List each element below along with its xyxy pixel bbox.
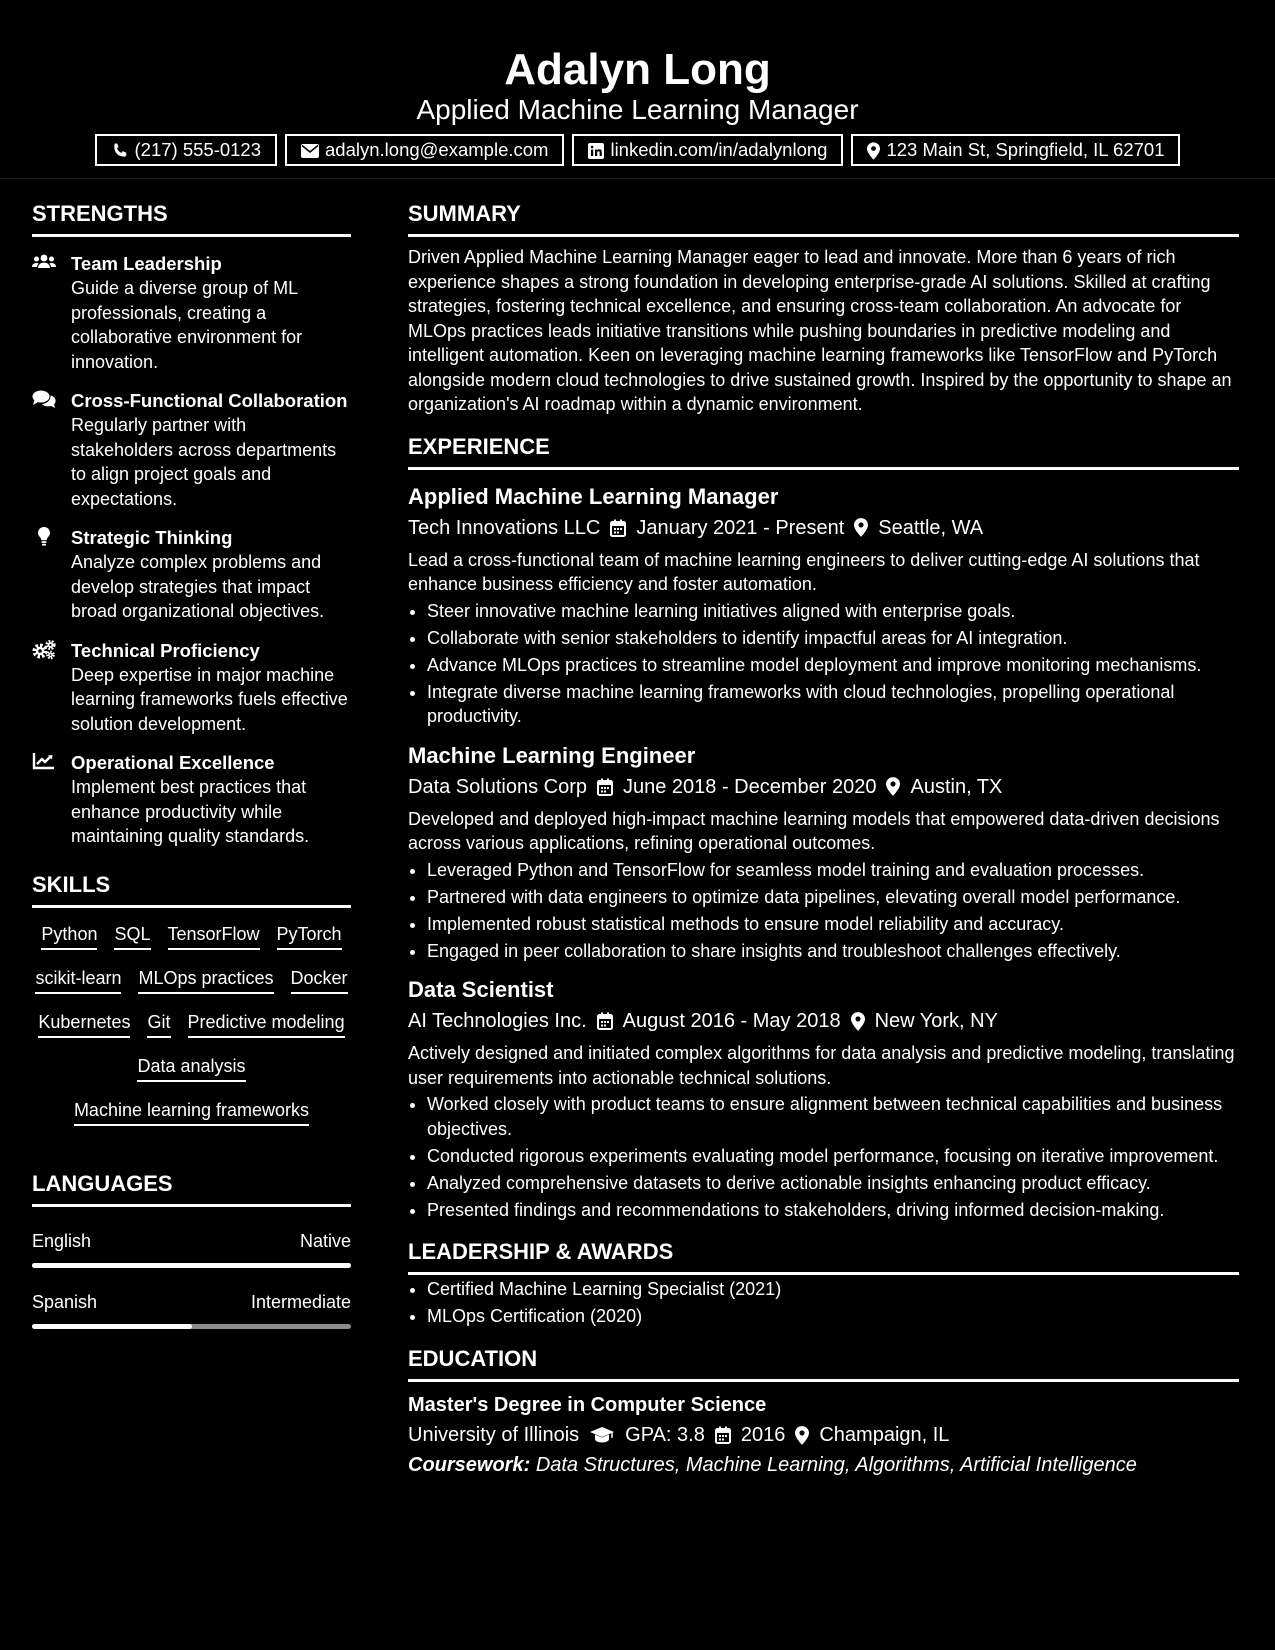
strength-item xyxy=(32,525,351,624)
contact-address[interactable] xyxy=(851,134,1180,166)
job-bullet: • Collaborate with senior stakeholders to identify impactful areas for AI integration. xyxy=(427,626,1239,651)
language-level: Intermediate xyxy=(250,1291,351,1312)
language-name: English xyxy=(32,1230,92,1251)
coursework-list: Data Structures, Machine Learning, Algorithms, Artificial Intelligence xyxy=(535,1453,1137,1476)
job-dates: August 2016 - May 2018 xyxy=(622,1010,841,1032)
job-bullet: • Partnered with data engineers to optimize data pipelines, elevating overall model performance. xyxy=(427,885,1239,910)
strength-item xyxy=(32,251,351,374)
school-location: Champaign, IL xyxy=(819,1423,950,1446)
calendar-icon xyxy=(715,1420,731,1450)
lightbulb-icon xyxy=(32,527,56,547)
school-name: University of Illinois xyxy=(408,1423,580,1446)
awards-list xyxy=(408,1277,1239,1329)
job-meta xyxy=(408,771,1239,803)
job-company: Tech Innovations LLC xyxy=(408,516,601,539)
coursework xyxy=(408,1450,1239,1480)
skill-tag: TensorFlow xyxy=(168,922,260,950)
job-title: Machine Learning Engineer xyxy=(408,742,696,768)
job-bullets xyxy=(408,858,1239,964)
skill-tag: Kubernetes xyxy=(38,1010,130,1038)
job-bullet: • Implemented robust statistical methods to ensure model reliability and accuracy. xyxy=(427,912,1239,937)
job-location: Austin, TX xyxy=(910,775,1003,798)
strength-desc: Regularly partner with stakeholders across departments to align project goals and expectations. xyxy=(71,415,337,509)
language-item xyxy=(32,1290,351,1329)
contact-address-text: 123 Main St, Springfield, IL 62701 xyxy=(886,139,1165,160)
job-location: Seattle, WA xyxy=(878,516,984,539)
language-proficiency-bar xyxy=(32,1324,351,1329)
strength-desc: Guide a diverse group of ML professionals, creating a collaborative environment for innovation. xyxy=(71,278,303,372)
strength-item xyxy=(32,750,351,849)
map-pin-icon xyxy=(795,1420,809,1450)
sidebar xyxy=(32,200,351,1329)
job-entry xyxy=(408,482,1239,729)
contact-phone-text: (217) 555-0123 xyxy=(134,139,262,160)
gears-icon xyxy=(32,640,56,660)
job-bullets xyxy=(408,599,1239,729)
skill-tag: Git xyxy=(147,1010,170,1038)
candidate-name: Adalyn Long xyxy=(504,45,771,94)
strength-item xyxy=(32,388,351,511)
job-bullet: • Steer innovative machine learning initiatives aligned with enterprise goals. xyxy=(427,599,1239,624)
job-entry xyxy=(408,741,1239,964)
education-meta xyxy=(408,1420,1239,1450)
language-proficiency-fill xyxy=(32,1263,351,1268)
chart-line-icon xyxy=(32,752,56,772)
phone-icon xyxy=(111,139,129,161)
strength-title: Team Leadership xyxy=(71,253,222,274)
language-proficiency-fill xyxy=(32,1324,192,1329)
awards-heading: LEADERSHIP & AWARDS xyxy=(408,1238,1239,1275)
job-bullet: • Advance MLOps practices to streamline model deployment and improve monitoring mechanisms. xyxy=(427,653,1239,678)
contact-email[interactable] xyxy=(285,134,564,166)
strength-title: Strategic Thinking xyxy=(71,527,233,548)
contact-email-text: adalyn.long@example.com xyxy=(325,139,549,160)
job-entry xyxy=(408,975,1239,1222)
graduation-cap-icon xyxy=(589,1420,615,1450)
calendar-icon xyxy=(610,519,626,537)
skill-tag: Python xyxy=(41,922,97,950)
users-icon xyxy=(32,253,56,273)
job-bullet: • Leveraged Python and TensorFlow for seamless model training and evaluation processes. xyxy=(427,858,1239,883)
experience-heading: EXPERIENCE xyxy=(408,433,1239,470)
map-pin-icon xyxy=(886,777,900,796)
graduation-year: 2016 xyxy=(740,1423,786,1446)
job-location: New York, NY xyxy=(874,1010,998,1032)
job-description: Lead a cross-functional team of machine learning engineers to deliver cutting-edge AI solutions that enhance business efficiency and foster automation. xyxy=(408,549,1200,594)
contact-phone[interactable] xyxy=(95,134,278,166)
contact-bar xyxy=(0,134,1275,166)
skill-tag: MLOps practices xyxy=(138,966,273,994)
job-bullet: • Conducted rigorous experiments evaluating model performance, focusing on iterative improvement. xyxy=(427,1144,1239,1169)
strength-item xyxy=(32,638,351,737)
contact-linkedin[interactable] xyxy=(572,134,843,166)
job-meta xyxy=(408,1005,1239,1037)
contact-linkedin-text: linkedin.com/in/adalynlong xyxy=(610,139,828,160)
language-proficiency-bar xyxy=(32,1263,351,1268)
language-item xyxy=(32,1229,351,1268)
award-item: • MLOps Certification (2020) xyxy=(427,1304,1239,1329)
language-name: Spanish xyxy=(32,1291,98,1312)
languages-heading: LANGUAGES xyxy=(32,1170,351,1207)
job-description: Developed and deployed high-impact machine learning models that empowered data-driven decisions across various applications, refining operational outcomes. xyxy=(408,808,1220,853)
skill-tag: Predictive modeling xyxy=(188,1010,345,1038)
strength-title: Operational Excellence xyxy=(71,752,275,773)
strength-desc: Deep expertise in major machine learning frameworks fuels effective solution development. xyxy=(71,664,348,734)
degree-title: Master's Degree in Computer Science xyxy=(408,1393,767,1416)
coursework-label: Coursework: xyxy=(408,1453,531,1476)
job-dates: June 2018 - December 2020 xyxy=(622,775,877,798)
resume-header xyxy=(0,0,1275,179)
skill-tag: Machine learning frameworks xyxy=(74,1098,309,1126)
job-title: Data Scientist xyxy=(408,977,554,1002)
education-heading: EDUCATION xyxy=(408,1345,1239,1382)
strength-desc: Implement best practices that enhance productivity while maintaining quality standards. xyxy=(71,777,310,846)
job-company: Data Solutions Corp xyxy=(408,775,587,798)
summary-heading: SUMMARY xyxy=(408,200,1239,237)
main-column xyxy=(408,200,1239,1480)
job-bullet: • Presented findings and recommendations to stakeholders, driving informed decision-making. xyxy=(427,1198,1239,1223)
job-company: AI Technologies Inc. xyxy=(408,1010,587,1032)
strength-title: Cross-Functional Collaboration xyxy=(71,390,348,411)
job-dates: January 2021 - Present xyxy=(636,516,845,539)
map-pin-icon xyxy=(851,1012,865,1031)
gpa: GPA: 3.8 xyxy=(625,1423,705,1446)
skill-tag: SQL xyxy=(114,922,150,950)
strength-title: Technical Proficiency xyxy=(71,639,260,661)
skill-tag: Docker xyxy=(291,966,348,994)
language-level: Native xyxy=(299,1230,351,1251)
languages-section xyxy=(32,1170,351,1329)
job-meta xyxy=(408,512,1239,544)
strengths-heading: STRENGTHS xyxy=(32,200,351,237)
skills-section xyxy=(32,871,351,1126)
skills-list xyxy=(32,922,351,1126)
envelope-icon xyxy=(301,139,319,161)
map-pin-icon xyxy=(867,139,880,161)
award-item: • Certified Machine Learning Specialist (2021) xyxy=(427,1277,1239,1302)
calendar-icon xyxy=(597,778,613,796)
candidate-title: Applied Machine Learning Manager xyxy=(416,94,859,125)
job-title: Applied Machine Learning Manager xyxy=(408,483,779,509)
map-pin-icon xyxy=(854,518,868,537)
comments-icon xyxy=(32,390,56,410)
job-bullets xyxy=(408,1092,1239,1222)
strength-desc: Analyze complex problems and develop strategies that impact broad organizational objectives. xyxy=(71,552,325,621)
summary-text: Driven Applied Machine Learning Manager eager to lead and innovate. More than 6 years of rich experience shapes a strong foundation in developing enterprise-grade AI solutions. Skilled at crafting strategies, fostering technical excellence, and ensuring cross-team collaboration. An advocate for MLOps practices leads initiative transitions while pushing boundaries in predictive modeling and intelligent automation. Keen on leveraging machine learning frameworks like TensorFlow and PyTorch alongside modern cloud technologies to drive sustained growth. Inspired by the opportunity to shape an organization's AI roadmap within a dynamic environment. xyxy=(408,247,1232,414)
job-bullet: • Engaged in peer collaboration to share insights and troubleshoot challenges effectively. xyxy=(427,939,1239,964)
skill-tag: scikit-learn xyxy=(35,966,121,994)
skill-tag: Data analysis xyxy=(137,1054,245,1082)
calendar-icon xyxy=(597,1012,613,1030)
job-bullet: • Integrate diverse machine learning frameworks with cloud technologies, propelling operational productivity. xyxy=(427,680,1239,729)
job-bullet: • Analyzed comprehensive datasets to derive actionable insights enhancing product efficacy. xyxy=(427,1171,1239,1196)
skills-heading: SKILLS xyxy=(32,871,351,908)
job-description: Actively designed and initiated complex algorithms for data analysis and predictive modeling, translating user requirements into actionable technical solutions. xyxy=(408,1043,1235,1088)
skill-tag: PyTorch xyxy=(277,922,342,950)
linkedin-icon xyxy=(588,139,604,161)
job-bullet: • Worked closely with product teams to ensure alignment between technical capabilities and business objectives. xyxy=(427,1092,1239,1141)
